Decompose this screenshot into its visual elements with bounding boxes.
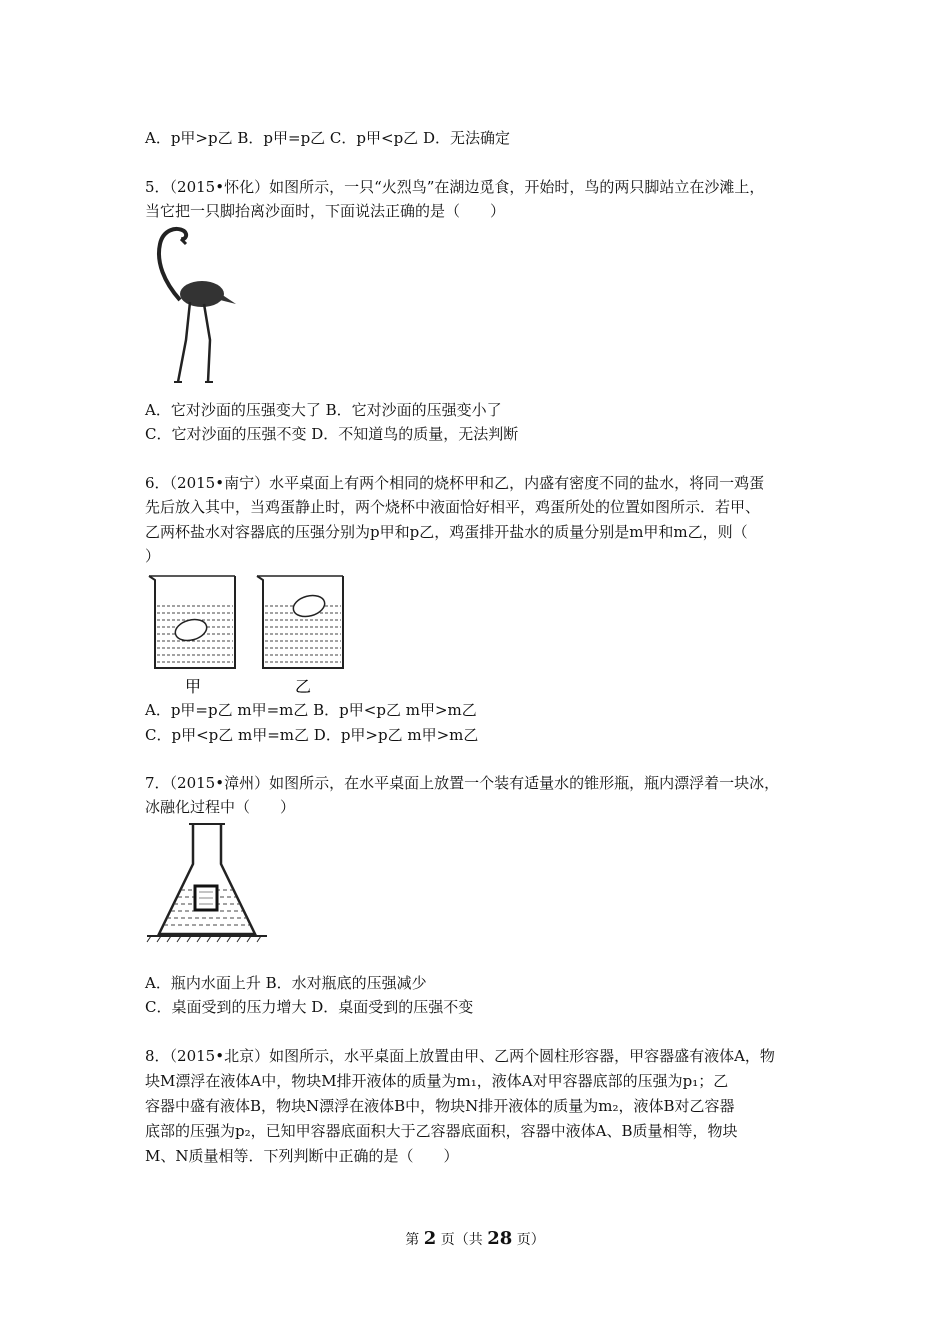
flask-figure	[145, 820, 270, 945]
label-jia: 甲	[185, 677, 202, 696]
footer-page-number: 2	[423, 1228, 437, 1249]
q8-stem-line2: 块M漂浮在液体A中，物块M排开液体的质量为m₁，液体A对甲容器底部的压强为p₁；乙	[145, 1072, 729, 1090]
q7-options-line1: A．瓶内水面上升 B．水对瓶底的压强减少	[145, 974, 427, 992]
q6-options-line2: C．p甲<p乙 m甲=m乙 D．p甲>p乙 m甲>m乙	[145, 726, 479, 744]
footer-total-pages: 28	[487, 1228, 513, 1249]
footer-prefix: 第	[405, 1232, 424, 1248]
q5-options-line2: C．它对沙面的压强不变 D．不知道鸟的质量，无法判断	[145, 425, 519, 443]
q6-stem-line4: ）	[145, 547, 161, 565]
q6-stem-line2: 先后放入其中，当鸡蛋静止时，两个烧杯中液面恰好相平，鸡蛋所处的位置如图所示．若甲、	[145, 498, 761, 516]
q6-stem-line1: 6．（2015•南宁）水平桌面上有两个相同的烧杯甲和乙，内盛有密度不同的盐水，将同一鸡蛋	[145, 474, 765, 492]
q5-stem-line1: 5．（2015•怀化）如图所示，一只“火烈鸟”在湖边觅食，开始时，鸟的两只脚站立在沙滩上，	[145, 178, 765, 196]
q5-options-line1: A．它对沙面的压强变大了 B．它对沙面的压强变小了	[145, 401, 502, 419]
page-footer	[0, 1228, 950, 1249]
flamingo-figure	[150, 222, 245, 384]
q8-stem-line3: 容器中盛有液体B，物块N漂浮在液体B中，物块N排开液体的质量为m₂，液体B对乙容器	[145, 1097, 735, 1115]
q8-stem-line5: M、N质量相等．下列判断中正确的是（ ）	[145, 1147, 459, 1165]
beakers-figure	[145, 568, 385, 696]
q8-stem-line4: 底部的压强为p₂，已知甲容器底面积大于乙容器底面积，容器中液体A、B质量相等，物块	[145, 1122, 738, 1140]
footer-suffix: 页）	[512, 1232, 545, 1248]
q8-stem-line1: 8．（2015•北京）如图所示，水平桌面上放置由甲、乙两个圆柱形容器，甲容器盛有液体A，物	[145, 1047, 775, 1065]
q7-stem-line2: 冰融化过程中（ ）	[145, 798, 296, 816]
footer-middle: 页（共	[436, 1232, 488, 1248]
q7-options-line2: C．桌面受到的压力增大 D．桌面受到的压强不变	[145, 998, 474, 1016]
q6-stem-line3: 乙两杯盐水对容器底的压强分别为p甲和p乙，鸡蛋排开盐水的质量分别是m甲和m乙，则（	[145, 523, 748, 541]
q6-options-line1: A．p甲=p乙 m甲=m乙 B．p甲<p乙 m甲>m乙	[145, 701, 477, 719]
q7-stem-line1: 7．（2015•漳州）如图所示，在水平桌面上放置一个装有适量水的锥形瓶，瓶内漂浮着一块冰，	[145, 774, 780, 792]
q4-options: A．p甲>p乙 B．p甲=p乙 C．p甲<p乙 D．无法确定	[145, 129, 510, 147]
q5-stem-line2: 当它把一只脚抬离沙面时，下面说法正确的是（ ）	[145, 202, 506, 220]
label-yi: 乙	[295, 677, 312, 696]
